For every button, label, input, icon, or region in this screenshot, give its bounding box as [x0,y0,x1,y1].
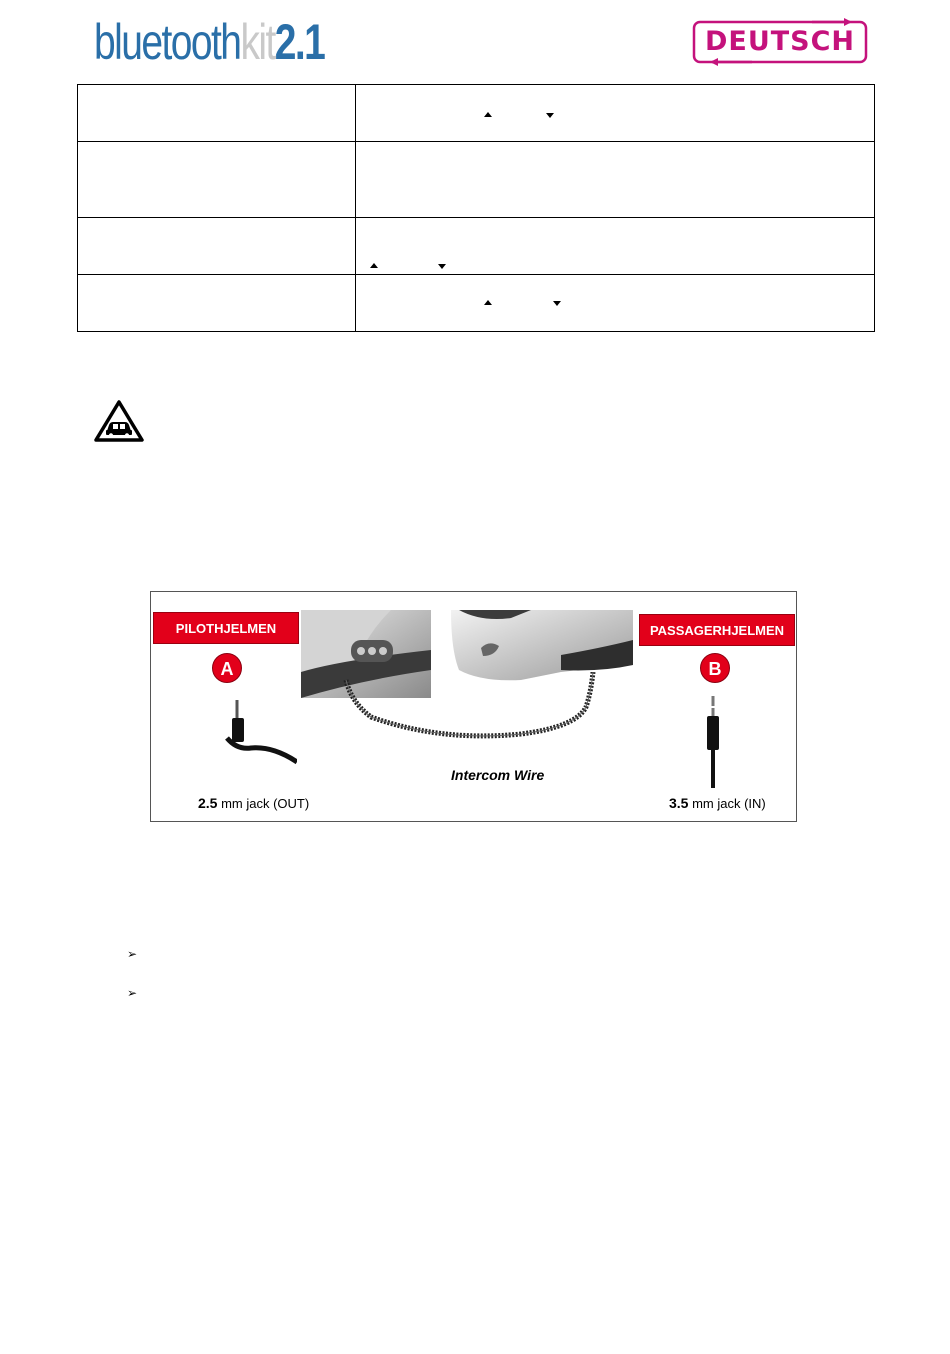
jack-in-size: 3.5 [669,795,689,811]
table-row [78,142,875,218]
arrow-down-icon [438,264,446,269]
jack-3-5mm-image [703,696,723,788]
jack-out-text: mm jack (OUT) [217,796,310,811]
table-cell [78,275,356,332]
arrowhead-bullet-icon: ➢ [127,947,138,961]
jack-in-caption [669,795,766,811]
table-cell [78,218,356,275]
table-row [78,85,875,142]
brand-logo [94,16,389,68]
pilot-helmet-label: PILOTHJELMEN [153,612,299,644]
jack-out-size: 2.5 [198,795,218,811]
jack-out-caption [198,795,309,811]
arrow-up-icon [484,300,492,305]
table-row [78,275,875,332]
arrowhead-bullet-icon: ➢ [127,986,138,1000]
table-cell [78,142,356,218]
table-cell [356,142,875,218]
jack-2-5mm-image [217,698,297,768]
arrow-down-icon [546,113,554,118]
marker-b: B [700,653,730,683]
settings-table [77,84,875,332]
table-cell [356,85,875,142]
table-row [78,218,875,275]
language-label: DEUTSCH [704,26,856,57]
passenger-helmet-label: PASSAGERHJELMEN [639,614,795,646]
intercom-wire-label: Intercom Wire [451,767,545,783]
intercom-wire-image [301,672,631,762]
logo-text-version: 2.1 [274,14,325,70]
arrow-down-icon [553,301,561,306]
logo-text-kit: kit [240,14,275,70]
logo-text-bluetooth: bluetooth [94,14,241,70]
table-cell [356,218,875,275]
arrow-up-icon [370,263,378,268]
arrow-up-icon [484,112,492,117]
intercom-figure [150,591,797,822]
language-badge [692,18,868,66]
car-warning-triangle-icon [94,400,144,442]
table-cell [78,85,356,142]
marker-a: A [212,653,242,683]
jack-in-text: mm jack (IN) [688,796,766,811]
table-cell [356,275,875,332]
